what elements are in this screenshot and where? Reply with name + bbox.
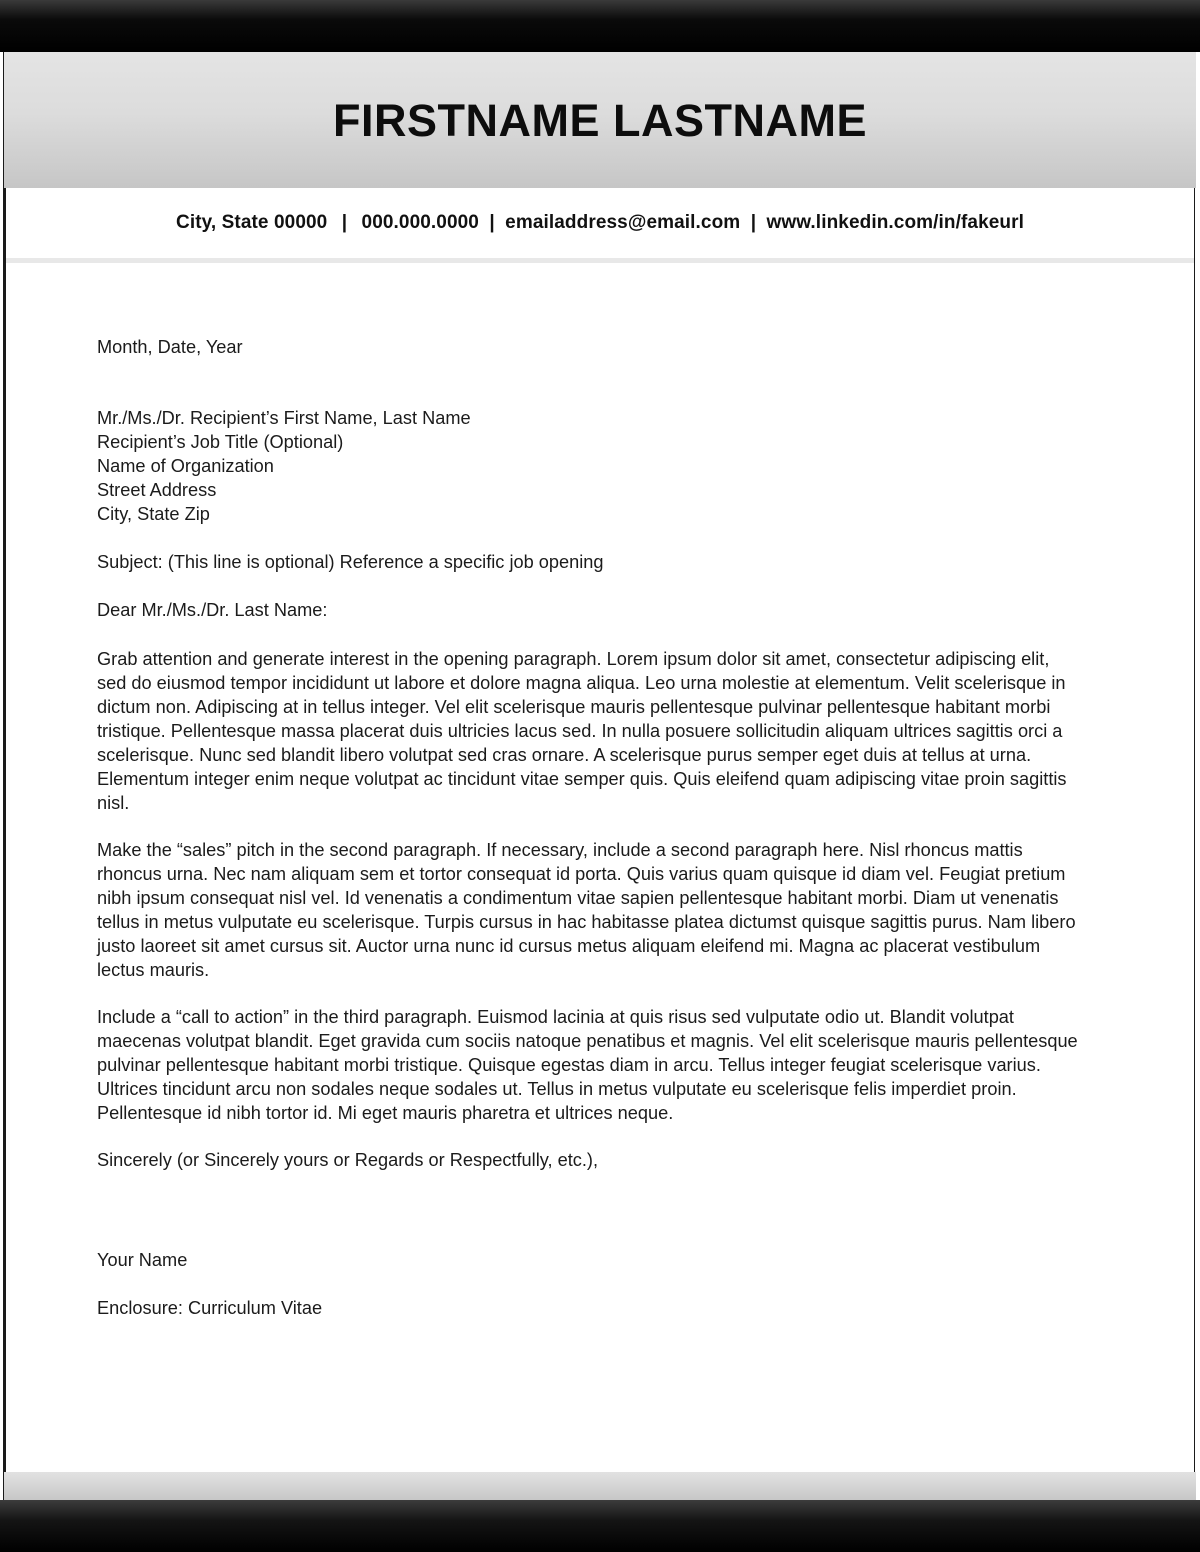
- letter-closing: Sincerely (or Sincerely yours or Regards or Respectfully, etc.),: [97, 1150, 599, 1170]
- recipient-name: Mr./Ms./Dr. Recipient’s First Name, Last Name: [97, 408, 471, 428]
- recipient-job-title: Recipient’s Job Title (Optional): [97, 432, 344, 452]
- contact-linkedin[interactable]: www.linkedin.com/in/fakeurl: [766, 212, 1024, 233]
- enclosure-line: Enclosure: Curriculum Vitae: [97, 1298, 323, 1318]
- letter-subject: Subject: (This line is optional) Reference a specific job opening: [97, 552, 604, 572]
- letter-content: [97, 335, 1083, 1320]
- footer-gray-banner: [4, 1472, 1196, 1500]
- contact-separator-1: |: [341, 212, 348, 233]
- header-name-banner: [4, 52, 1196, 188]
- contact-separator-2: |: [489, 212, 495, 233]
- contact-location: City, State 00000: [176, 212, 328, 233]
- contact-separator-3: |: [750, 212, 757, 233]
- footer-black-bar: [0, 1500, 1200, 1552]
- signature-name: Your Name: [97, 1250, 188, 1270]
- header-black-bar: [0, 0, 1200, 52]
- letter-date: Month, Date, Year: [97, 337, 243, 357]
- contact-line: [176, 212, 1024, 234]
- recipient-address-block: [97, 406, 1083, 526]
- letter-paragraph-1: Grab attention and generate interest in the opening paragraph. Lorem ipsum dolor sit amet, consectetur adipiscing elit, sed do eiusmod tempor incididunt ut labore et dolore magna aliqua. Leo urna molestie at elementum. Velit scelerisque in dictum non. Adipiscing at in tellus integer. Vel elit scelerisque mauris pellentesque pulvinar pellentesque habitant morbi tristique. Pellentesque massa placerat duis ultricies lacus sed. In nulla posuere sollicitudin aliquam ultrices sagittis orci a scelerisque. Nunc sed blandit libero volutpat sed cras ornare. A scelerisque purus semper eget duis at tellus at urna. Elementum integer enim neque volutpat ac tincidunt vitae semper quis. Quis eleifend quam adipiscing vitae proin sagittis nisl.: [97, 649, 1067, 813]
- contact-phone: 000.000.0000: [361, 212, 479, 233]
- letter-paragraph-2: Make the “sales” pitch in the second paragraph. If necessary, include a second paragraph here. Nisl rhoncus mattis rhoncus urna. Nec nam aliquam sem et tortor consequat id porta. Quis varius quam quisque id diam vel. Feugiat pretium nibh ipsum consequat nisl vel. Id venenatis a condimentum vitae sapien pellentesque habitant morbi. Diam ut venenatis tellus in metus vulputate eu scelerisque. Turpis cursus in hac habitasse platea dictumst quisque sagittis purus. Nam libero justo laoreet sit amet cursus sit. Auctor urna nunc id cursus metus aliquam eleifend mi. Magna ac placerat vestibulum lectus mauris.: [97, 840, 1076, 980]
- recipient-street-address: Street Address: [97, 480, 217, 500]
- letter-salutation: Dear Mr./Ms./Dr. Last Name:: [97, 600, 328, 620]
- recipient-organization: Name of Organization: [97, 456, 274, 476]
- recipient-city-state-zip: City, State Zip: [97, 504, 210, 524]
- contact-info-bar: [6, 188, 1194, 258]
- letter-paragraph-3: Include a “call to action” in the third paragraph. Euismod lacinia at quis risus sed vulputate odio ut. Blandit volutpat maecenas volutpat blandit. Eget gravida cum sociis natoque penatibus et magnis. Vel elit scelerisque mauris pellentesque pulvinar pellentesque habitant morbi tristique. Quisque egestas diam in arcu. Tellus integer feugiat scelerisque varius. Ultrices tincidunt arcu non sodales neque sodales ut. Tellus in metus vulputate eu scelerisque felis imperdiet proin. Pellentesque id nibh tortor id. Mi eget mauris pharetra et ultrices neque.: [97, 1007, 1078, 1123]
- contact-email[interactable]: emailaddress@email.com: [505, 212, 741, 233]
- letter-body: [6, 263, 1194, 1472]
- page-title: FIRSTNAME LASTNAME: [333, 94, 867, 146]
